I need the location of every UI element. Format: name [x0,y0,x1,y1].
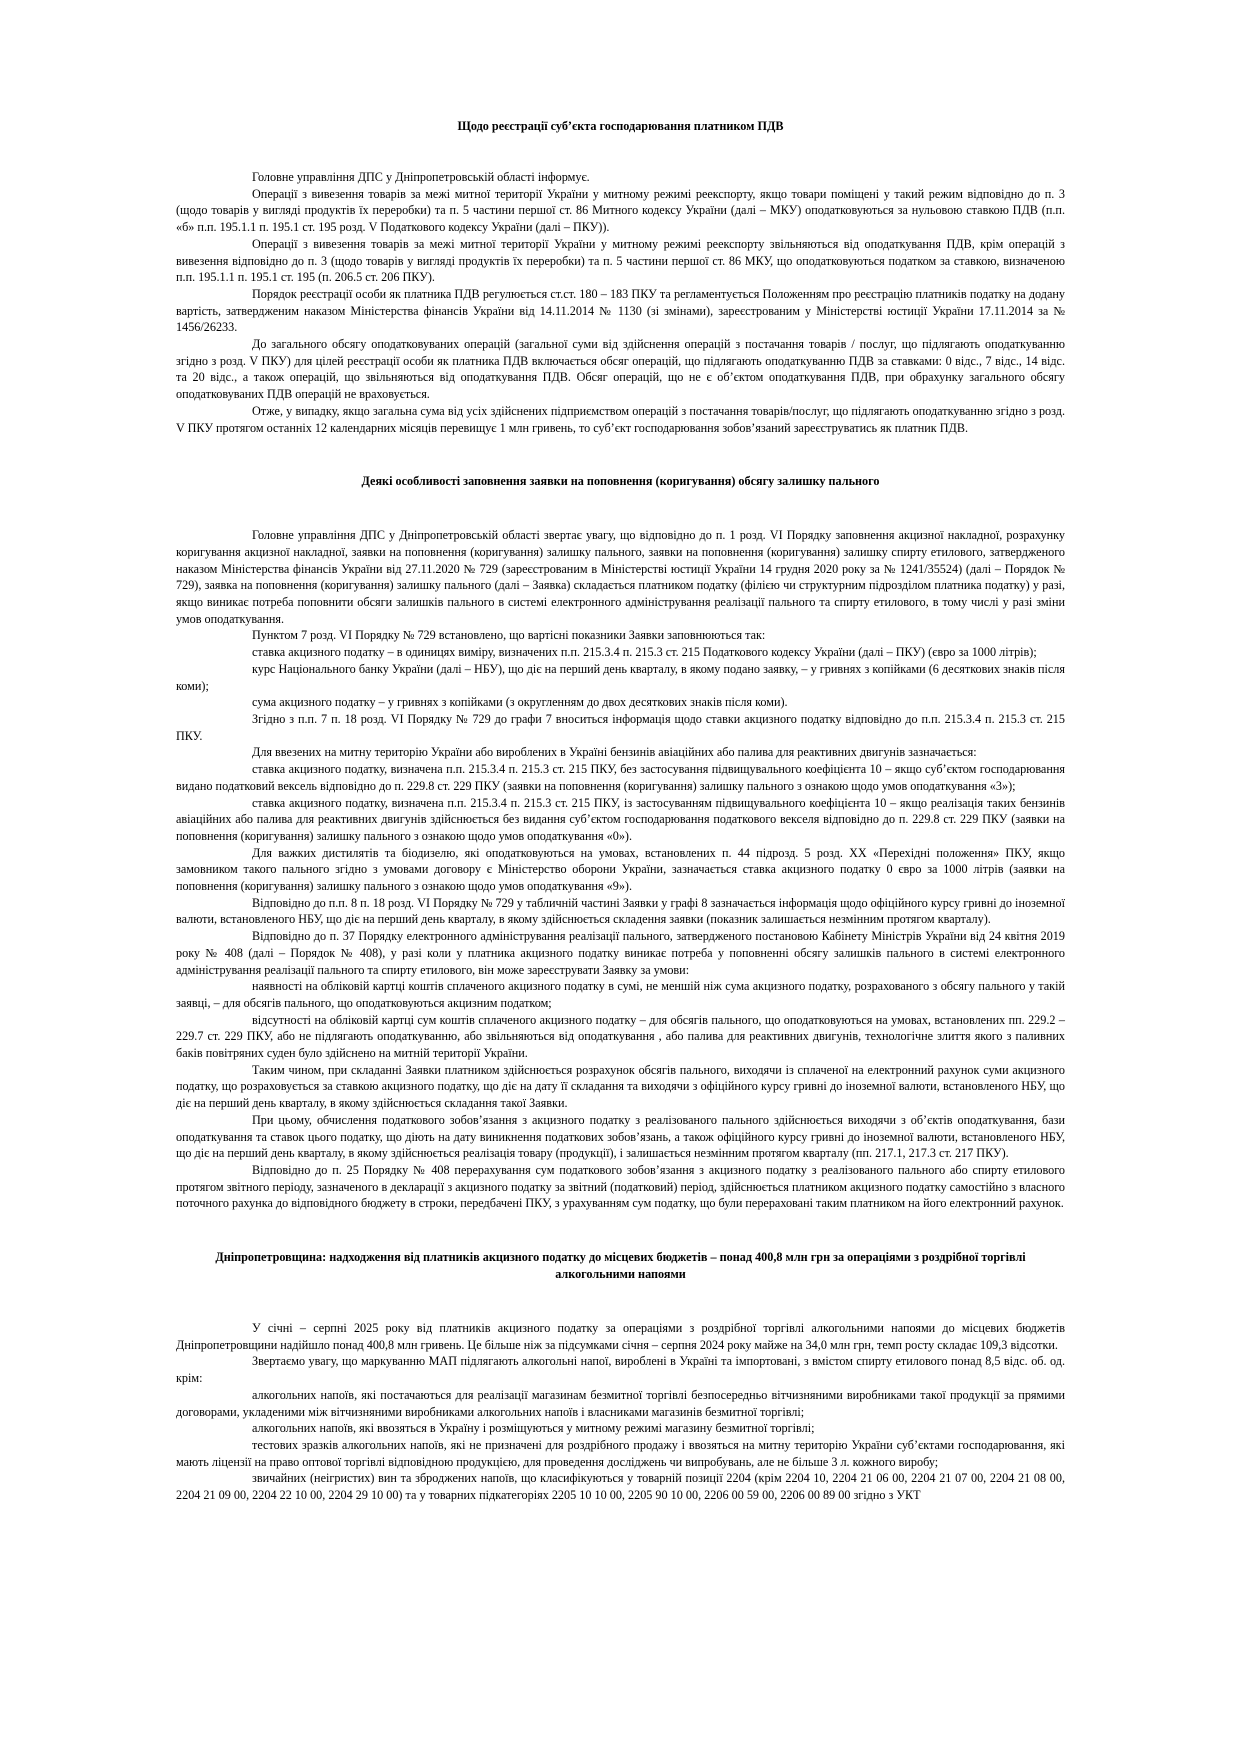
section-vat-registration [176,118,1065,436]
paragraph: Відповідно до п. 25 Порядку № 408 перерахування сум податкового зобов’язання з акцизного податку з реалізованого пального або спирту етилового протягом звітного періоду, зазначеного в декларації з акцизного податку за звітний (податковий) період, здійснюється платником акцизного податку самостійно з власного поточного рахунка до відповідного бюджету в строки, передбачені ПКУ, з урахуванням сум податку, що були перераховані таким платником на його електронний рахунок. [176,1162,1065,1211]
paragraph: звичайних (неігристих) вин та зброджених напоїв, що класифікуються у товарній позиції 2204 (крім 2204 10, 2204 21 06 00, 2204 21 07 00, 2204 21 08 00, 2204 21 09 00, 2204 22 10 00, 2204 29 10 00) та у товарних підкатегоріях 2205 10 10 00, 2205 90 10 00, 2206 00 59 00, 2206 00 89 00 згідно з УКТ [176,1471,1065,1503]
paragraph: Головне управління ДПС у Дніпропетровській області звертає увагу, що відповідно до п. 1 розд. VI Порядку заповнення акцизної накладної, розрахунку коригування акцизної накладної, заявки на поповнення (коригування) залишку пального, заявки на поповнення (коригування) залишку спирту етилового, затвердженого наказом Міністерства фінансів України від 27.11.2020 № 729 (зареєстрованим в Міністерстві юстиції України 14 грудня 2020 року за № 1241/35524) (далі – Порядок № 729), заявка на поповнення (коригування) залишку пального (далі – Заявка) складається платником податку (філією чи структурним підрозділом платника податку) у разі, якщо виникає потреба поповнити обсяги залишків пального в системі електронного адміністрування реалізації пального та спирту етилового, в тому числі у разі зміни умов оподаткування. [176,528,1065,626]
paragraph: Відповідно до п. 37 Порядку електронного адміністрування реалізації пального, затвердженого постановою Кабінету Міністрів України від 24 квітня 2019 року № 408 (далі – Порядок № 408), у разі коли у платника акцизного податку виникає потреба у поповненні обсягу залишків пального в системі електронного адміністрування реалізації пального та спирту етилового, він може зареєструвати Заявку за умови: [176,929,1065,977]
paragraph: Операції з вивезення товарів за межі митної території України у митному режимі реекспорту, якщо товари поміщені у такий режим відповідно до п. 3 (щодо товарів у вигляді продуктів їх переробки) та п. 5 частини першої ст. 86 Митного кодексу України (далі – МКУ) оподатковуються за нульовою ставкою ПДВ (п.п. «б» п.п. 195.1.1 п. 195.1 ст. 195 розд. V Податкового кодексу України (далі – ПКУ)). [176,186,1065,235]
paragraph: Пунктом 7 розд. VI Порядку № 729 встановлено, що вартісні показники Заявки заповнюються так: [252,628,766,643]
paragraph: ставка акцизного податку – в одиницях виміру, визначених п.п. 215.3.4 п. 215.3 ст. 215 Податкового кодексу України (далі – ПКУ) (євро за 1000 літрів); [252,645,1037,660]
paragraph: курс Національного банку України (далі – НБУ), що діє на перший день кварталу, в якому подано заявку, – у гривнях з копійками (6 десяткових знаків після коми); [176,661,1065,693]
paragraph: Для ввезених на митну територію України або вироблених в Україні бензинів авіаційних або палива для реактивних двигунів зазначається: [252,745,977,760]
paragraph: Відповідно до п.п. 8 п. 18 розд. VI Порядку № 729 у табличній частині Заявки у графі 8 зазначається інформація щодо офіційного курсу гривні до іноземної валюти, встановленого НБУ, що діє на перший день кварталу, в якому здійснюється складення заявки (показник залишається незмінним протягом кварталу). [176,895,1065,927]
document-page [176,118,1065,1504]
section-title: Дніпропетровщина: надходження від платників акцизного податку до місцевих бюджетів – понад 400,8 млн грн за операціями з роздрібної торгівлі алкогольними напоями [215,1250,1026,1282]
section-excise-revenue [176,1249,1065,1504]
paragraph: відсутності на обліковій картці сум коштів сплаченого акцизного податку – для обсягів пального, що оподатковуються на умовах, встановлених пп. 229.2 – 229.7 ст. 229 ПКУ, або не підлягають оподаткуванню, або звільняються від оподаткування , або палива для реактивних двигунів, технологічне злиття якого з паливних баків повітряних суден було здійснено на митній території України. [176,1012,1065,1061]
paragraph: Порядок реєстрації особи як платника ПДВ регулюється ст.ст. 180 – 183 ПКУ та регламентується Положенням про реєстрацію платників податку на додану вартість, затвердженим наказом Міністерства фінансів України від 14.11.2014 № 1130 (зі змінами), зареєстрованим у Міністерстві юстиції України 17.11.2014 за № 1456/26233. [176,286,1065,335]
paragraph: До загального обсягу оподатковуваних операцій (загальної суми від здійснення операцій з постачання товарів / послуг, що підлягають оподаткуванню згідно з розд. V ПКУ) для цілей реєстрації особи як платника ПДВ включається обсяг операцій, що підлягають оподаткуванню ПДВ за ставками: 0 відс., 7 відс., 14 відс. та 20 відс., а також операцій, що звільняються від оподаткування ПДВ. Обсяг операцій, що не є об’єктом оподаткування ПДВ, при обрахунку загального обсягу оподатковуваних ПДВ операцій не враховується. [176,337,1065,402]
paragraph: Операції з вивезення товарів за межі митної території України у митному режимі реекспорту звільняються від оподаткування ПДВ, крім операцій з вивезення відповідно до п. 3 (щодо товарів у вигляді продуктів їх переробки) та п. 5 частини першої ст. 86 МКУ, що оподатковуються податком за ставкою, визначеною п.п. 195.1.1 п. 195.1 ст. 195 (п. 206.5 ст. 206 ПКУ). [176,236,1065,285]
paragraph: При цьому, обчислення податкового зобов’язання з акцизного податку з реалізованого пального здійснюється виходячи з об’єктів оподаткування, бази оподаткування та ставок цього податку, що діють на дату виникнення податкових зобов’язань, а також офіційного курсу гривні до іноземної валюти, встановленого НБУ, що діє на перший день кварталу, в якому здійснюється реалізація товару (продукції), і залишається незмінним протягом кварталу (пп. 217.1, 217.3 ст. 217 ПКУ). [176,1112,1065,1161]
section-title: Деякі особливості заповнення заявки на поповнення (коригування) обсягу залишку пального [361,474,880,489]
section-title: Щодо реєстрації суб’єкта господарювання платником ПДВ [457,119,784,133]
paragraph: Таким чином, при складанні Заявки платником здійснюється розрахунок обсягів пального, виходячи із сплаченої на електронний рахунок суми акцизного податку, що розраховується за ставкою акцизного податку, що діє на дату її складання та виходячи з офіційного курсу гривні до іноземної валюти, встановленого НБУ, що діє на перший день кварталу, в якому здійснюється складання такої Заявки. [176,1062,1065,1111]
paragraph: ставка акцизного податку, визначена п.п. 215.3.4 п. 215.3 ст. 215 ПКУ, із застосуванням підвищувального коефіцієнта 10 – якщо реалізація таких бензинів авіаційних або палива для реактивних двигунів здійснюється без видання суб’єктом господарювання податкового векселя відповідно до п. 229.8 ст. 229 ПКУ (заявки на поповнення (коригування) залишку пального з ознакою щодо умов оподаткування «0»). [176,795,1065,843]
paragraph: тестових зразків алкогольних напоїв, які не призначені для роздрібного продажу і ввозяться на митну територію України суб’єктами господарювання, які мають ліцензії на право оптової торгівлі відповідною продукцією, для проведення досліджень чи випробувань, але не більше 3 л. кожного виробу; [176,1438,1065,1469]
section-fuel-balance-request [176,473,1065,1212]
paragraph: ставка акцизного податку, визначена п.п. 215.3.4 п. 215.3 ст. 215 ПКУ, без застосування підвищувального коефіцієнта 10 – якщо суб’єктом господарювання видано податковий вексель відповідно до п. 229.8 ст. 229 ПКУ (заявки на поповнення (коригування) залишку пального з ознакою щодо умов оподаткування «3»); [176,762,1065,793]
paragraph: алкогольних напоїв, які постачаються для реалізації магазинам безмитної торгівлі безпосередньо вітчизняними виробниками такої продукції за прямими договорами, укладеними між вітчизняними виробниками алкогольних напоїв і власниками магазинів безмитної торгівлі; [176,1387,1065,1419]
paragraph: Головне управління ДПС у Дніпропетровській області інформує. [252,170,590,184]
paragraph: сума акцизного податку – у гривнях з копійками (з округленням до двох десяткових знаків після коми). [252,695,788,710]
paragraph: Згідно з п.п. 7 п. 18 розд. VI Порядку № 729 до графи 7 вноситься інформація щодо ставки акцизного податку відповідно до п.п. 215.3.4 п. 215.3 ст. 215 ПКУ. [176,711,1065,743]
paragraph: Для важких дистилятів та біодизелю, які оподатковуються на умовах, встановлених п. 44 підрозд. 5 розд. XX «Перехідні положення» ПКУ, якщо замовником такого пального згідно з умовами договору є Міністерство оборони України, зазначається ставка акцизного податку 0 євро за 1000 літрів (заявки на поповнення (коригування) залишку пального з ознакою щодо умов оподаткування «9»). [176,845,1065,894]
paragraph: Звертаємо увагу, що маркуванню МАП підлягають алкогольні напої, вироблені в Україні та імпортовані, з вмістом спирту етилового понад 8,5 відс. об. од. крім: [176,1354,1065,1386]
paragraph: наявності на обліковій картці коштів сплаченого акцизного податку в сумі, не меншій ніж сума акцизного податку, розрахованого з обсягу пального у такій заявці, – для обсягів пального, що оподатковуються акцизним податком; [176,979,1065,1010]
paragraph: Отже, у випадку, якщо загальна сума від усіх здійснених підприємством операцій з постачання товарів/послуг, що підлягають оподаткуванню згідно з розд. V ПКУ протягом останніх 12 календарних місяців перевищує 1 млн гривень, то суб’єкт господарювання зобов’язаний зареєструватись як платник ПДВ. [176,403,1065,435]
paragraph: У січні – серпні 2025 року від платників акцизного податку за операціями з роздрібної торгівлі алкогольними напоями до місцевих бюджетів Дніпропетровщини надійшло понад 400,8 млн гривень. Це більше ніж за підсумками січня – серпня 2024 року майже на 34,0 млн грн, темп росту складає 109,3 відсотки. [176,1321,1065,1352]
paragraph: алкогольних напоїв, які ввозяться в Україну і розміщуються у митному режимі магазину безмитної торгівлі; [252,1421,815,1436]
